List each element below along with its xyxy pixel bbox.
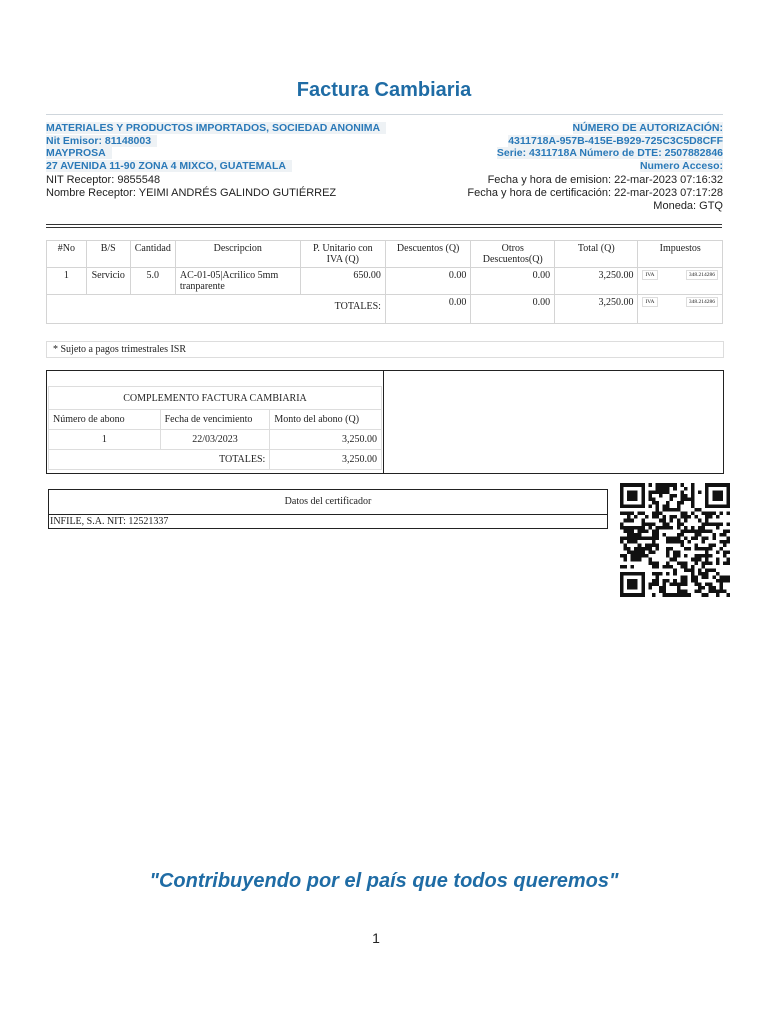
header-descripcion: Descripcion [175, 241, 300, 268]
totals-descuentos: 0.00 [385, 295, 470, 324]
header-cantidad: Cantidad [130, 241, 175, 268]
complemento-divider [383, 370, 384, 473]
complemento-fecha: 22/03/2023 [160, 430, 270, 450]
receptor-block [46, 174, 336, 200]
complemento-header-abono: Número de abono [49, 410, 161, 430]
header-divider [46, 114, 723, 115]
cell-descripcion: AC-01-05|Acrilico 5mm tranparente [175, 268, 300, 295]
complemento-header-fecha: Fecha de vencimiento [160, 410, 270, 430]
slogan: "Contribuyendo por el país que todos queremos" [149, 870, 619, 892]
complemento-totals-label: TOTALES: [49, 450, 270, 470]
issuer-name: MATERIALES Y PRODUCTOS IMPORTADOS, SOCIEDAD ANONIMA [46, 122, 386, 134]
cell-no: 1 [47, 268, 87, 295]
totals-otros: 0.00 [471, 295, 555, 324]
complemento-title: COMPLEMENTO FACTURA CAMBIARIA [49, 387, 382, 410]
header-total: Total (Q) [555, 241, 638, 268]
isr-note: * Sujeto a pagos trimestrales ISR [46, 341, 724, 358]
serie-dte: Serie: 4311718A Número de DTE: 2507882846 [496, 147, 723, 160]
cell-bs: Servicio [86, 268, 130, 295]
items-table [46, 240, 723, 324]
tax-name: IVA [642, 270, 657, 280]
qr-code-icon [620, 483, 730, 597]
authorization-code: 4311718A-957B-415E-B929-725C3C5D8CFF [508, 134, 723, 147]
header-bs: B/S [86, 241, 130, 268]
totals-row [47, 295, 723, 324]
authorization-label: NÚMERO DE AUTORIZACIÓN: [572, 122, 723, 134]
totals-label: TOTALES: [47, 295, 386, 324]
complemento-monto: 3,250.00 [270, 430, 382, 450]
header-impuestos: Impuestos [638, 241, 723, 268]
issuer-block [46, 122, 386, 173]
cell-otros: 0.00 [471, 268, 555, 295]
page-number: 1 [372, 930, 380, 946]
dates-block [467, 174, 723, 213]
cell-total: 3,250.00 [555, 268, 638, 295]
header-otros: Otros Descuentos(Q) [471, 241, 555, 268]
header-unitario: P. Unitario con IVA (Q) [300, 241, 385, 268]
items-header-row [47, 241, 723, 268]
emission-date: Fecha y hora de emision: 22-mar-2023 07:16:32 [487, 174, 723, 186]
receptor-nit: NIT Receptor: 9855548 [46, 174, 161, 186]
issuer-address: 27 AVENIDA 11-90 ZONA 4 MIXCO, GUATEMALA [46, 160, 292, 172]
complemento-abono: 1 [49, 430, 161, 450]
certification-date: Fecha y hora de certificación: 22-mar-2023 07:17:28 [467, 187, 723, 199]
section-divider [46, 224, 722, 228]
certificador-body: INFILE, S.A. NIT: 12521337 [50, 516, 169, 527]
table-row [49, 430, 382, 450]
issuer-commercial-name: MAYPROSA [46, 147, 112, 159]
cell-descuentos: 0.00 [385, 268, 470, 295]
cell-cantidad: 5.0 [130, 268, 175, 295]
access-number: Numero Acceso: [639, 160, 723, 173]
totals-tax-name: IVA [642, 297, 657, 307]
complemento-totals-value: 3,250.00 [270, 450, 382, 470]
table-row [47, 268, 723, 295]
complemento-table [48, 386, 382, 470]
totals-tax-value: 348.214286 [686, 297, 718, 307]
certificador-title: Datos del certificador [49, 490, 607, 515]
totals-impuestos [638, 295, 723, 324]
cell-unitario: 650.00 [300, 268, 385, 295]
certificador-box [48, 489, 608, 529]
tax-value: 348.214286 [686, 270, 718, 280]
header-descuentos: Descuentos (Q) [385, 241, 470, 268]
receptor-name: Nombre Receptor: YEIMI ANDRÉS GALINDO GUTIÉRREZ [46, 187, 337, 199]
header-no: #No [47, 241, 87, 268]
invoice-title: Factura Cambiaria [296, 79, 472, 101]
totals-total: 3,250.00 [555, 295, 638, 324]
cell-impuestos [638, 268, 723, 295]
issuer-nit: Nit Emisor: 81148003 [46, 135, 157, 147]
authorization-block [497, 122, 723, 173]
currency: Moneda: GTQ [653, 200, 723, 212]
complemento-header-monto: Monto del abono (Q) [270, 410, 382, 430]
